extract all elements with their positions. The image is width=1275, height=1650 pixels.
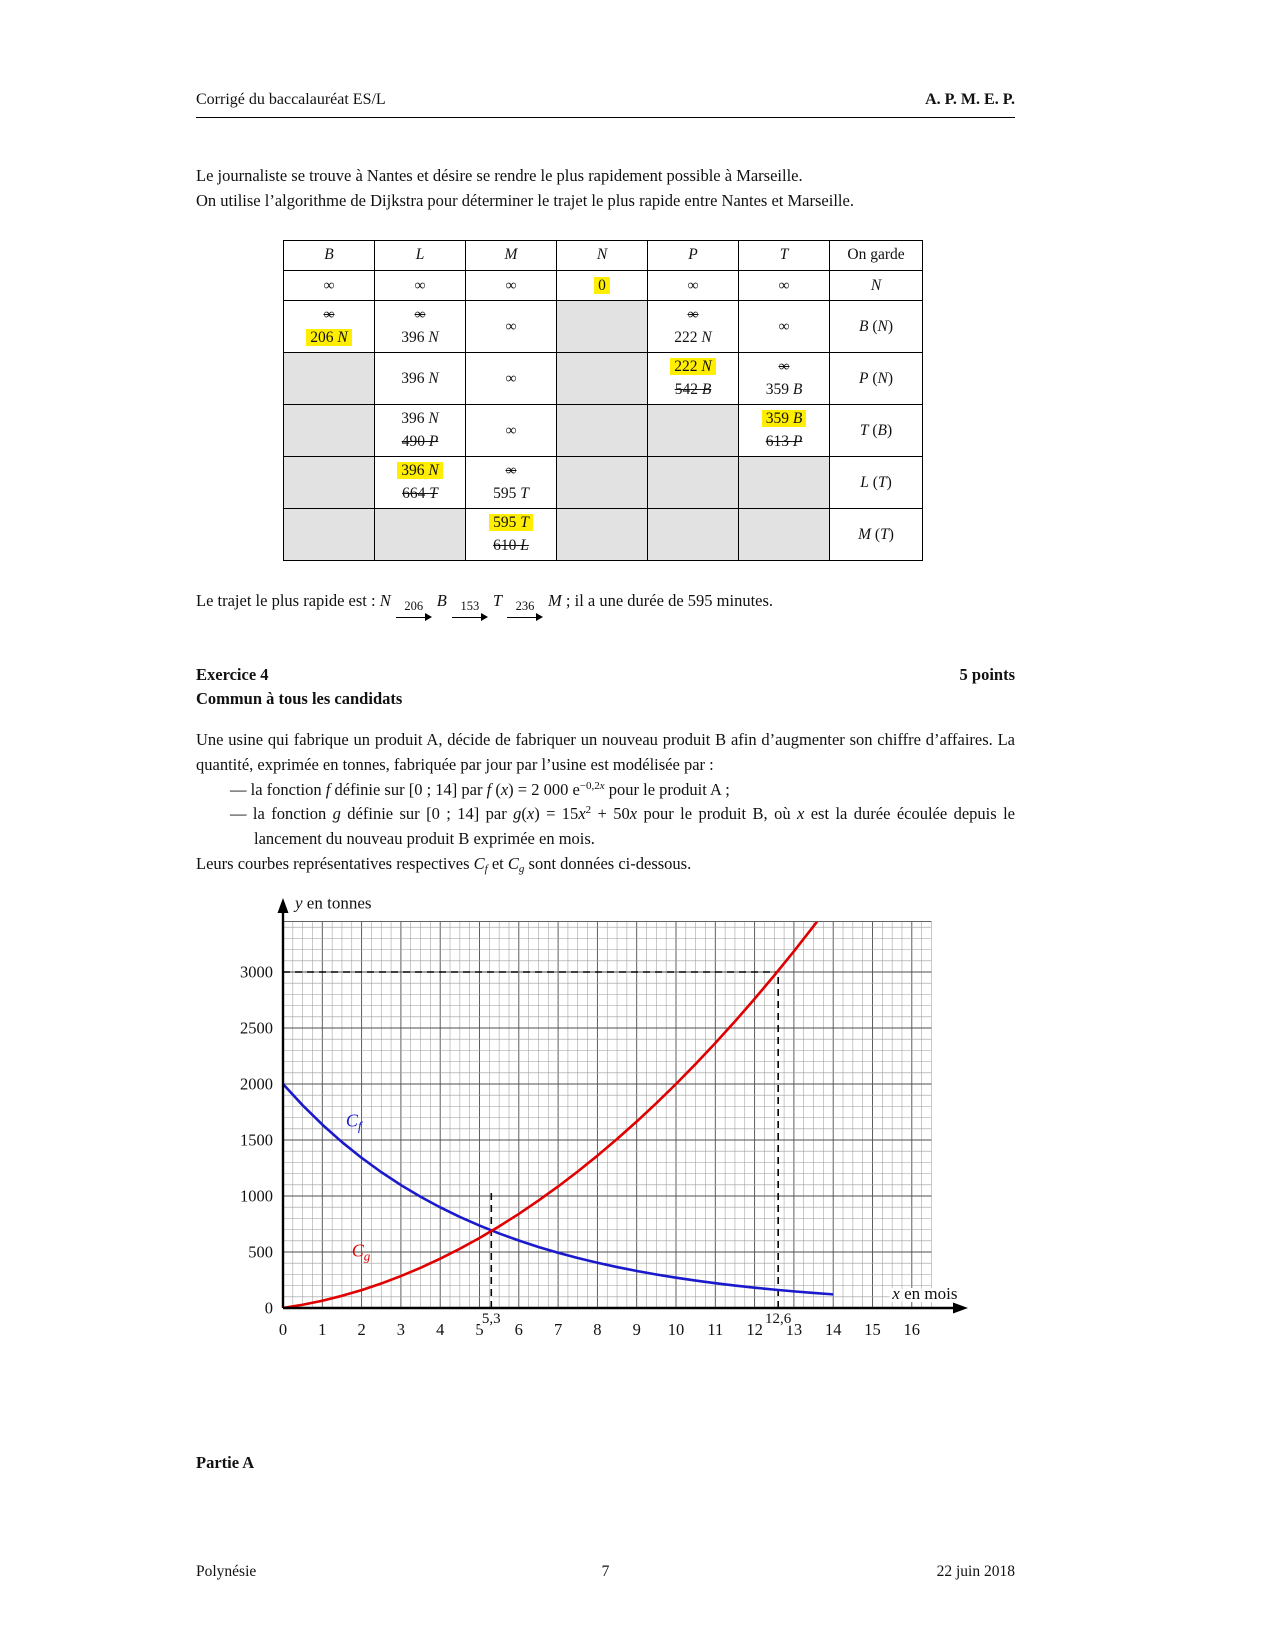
- dijkstra-cell: 396 N 664 T: [375, 456, 466, 508]
- dijkstra-cell: [739, 456, 830, 508]
- function-g-item: [196, 802, 1015, 852]
- function-f-item: [196, 778, 1015, 803]
- dijkstra-cell: [284, 404, 375, 456]
- svg-text:Cg: $C_g$: [351, 1240, 371, 1264]
- svg-text:11: 11: [707, 1320, 724, 1340]
- route-node-1: N: [379, 590, 391, 610]
- route-node-4: M: [548, 590, 562, 610]
- svg-text:3: 3: [396, 1320, 406, 1340]
- dijkstra-cell: L (T): [830, 456, 923, 508]
- dijkstra-cell: 396 N 490 P: [375, 404, 466, 456]
- dijkstra-row: [284, 404, 923, 456]
- dijkstra-cell: [284, 456, 375, 508]
- dijkstra-cell: T (B): [830, 404, 923, 456]
- header-title: Corrigé du baccalauréat ES/L: [196, 91, 386, 108]
- route-prefix: Le trajet le plus rapide est :: [196, 590, 380, 610]
- function-g-text: la fonction g définie sur [0 ; 14] par $g(x) = 15x^2 + 50x$ pour le produit B, où x est la durée écoulée depuis le lancement du nouveau produit B exprimée en mois.: [252, 804, 1015, 848]
- svg-text:500: 500: [248, 1242, 273, 1262]
- dijkstra-cell: B (N): [830, 300, 923, 352]
- route-arrow-1: [396, 598, 432, 623]
- dijkstra-col-header: P: [648, 240, 739, 270]
- exercise-4-header: [196, 663, 1015, 688]
- dijkstra-cell: ∞: [466, 270, 557, 300]
- dijkstra-cell: ∞: [284, 270, 375, 300]
- dijkstra-row: [284, 456, 923, 508]
- svg-text:9: 9: [632, 1320, 641, 1340]
- dijkstra-cell: [739, 508, 830, 560]
- route-weight-3: 236: [515, 598, 535, 613]
- svg-text:16: 16: [903, 1320, 921, 1340]
- svg-text:15: 15: [864, 1320, 881, 1340]
- svg-text:12: 12: [746, 1320, 763, 1340]
- dijkstra-cell: [648, 456, 739, 508]
- dash-bullet: —: [230, 804, 247, 824]
- dijkstra-cell: ∞: [648, 270, 739, 300]
- y-axis-arrow-icon: [278, 898, 289, 913]
- svg-text:5: 5: [475, 1320, 484, 1340]
- svg-text:2500: 2500: [240, 1018, 273, 1038]
- svg-text:Cf: $C_f$: [345, 1110, 362, 1134]
- svg-text:1000: 1000: [240, 1186, 273, 1206]
- dijkstra-col-header: B: [284, 240, 375, 270]
- dijkstra-cell: ∞ 222 N: [648, 300, 739, 352]
- svg-text:y en tonnes: y en tonnes: [295, 893, 372, 913]
- partie-a-heading: Partie A: [196, 1453, 255, 1472]
- dijkstra-cell: ∞: [739, 300, 830, 352]
- page-footer: [196, 1560, 1015, 1583]
- dijkstra-cell: ∞ 595 T: [466, 456, 557, 508]
- intro-paragraph: [196, 164, 1015, 214]
- content-column: [196, 0, 1015, 1476]
- arrow-icon: [396, 612, 432, 623]
- dijkstra-cell: ∞: [466, 352, 557, 404]
- dijkstra-cell: [375, 508, 466, 560]
- dijkstra-cell: 396 N: [375, 352, 466, 404]
- route-weight-1: 206: [404, 598, 424, 613]
- svg-text:12,6: 12,6: [765, 1311, 792, 1328]
- footer-region: Polynésie: [196, 1563, 257, 1580]
- dijkstra-cell: [557, 300, 648, 352]
- chart-svg: [223, 893, 975, 1345]
- svg-text:13: 13: [785, 1320, 803, 1340]
- svg-text:8: 8: [593, 1320, 602, 1340]
- route-arrow-3: [507, 598, 543, 623]
- dijkstra-cell: [648, 404, 739, 456]
- dijkstra-cell: 595 T 610 L: [466, 508, 557, 560]
- dijkstra-table-body: [284, 270, 923, 560]
- svg-text:3000: 3000: [240, 962, 273, 982]
- svg-text:x en mois: x en mois: [892, 1284, 958, 1304]
- svg-text:0: 0: [264, 1298, 273, 1318]
- exercise-4-subtitle: Commun à tous les candidats: [196, 689, 403, 709]
- exercise-4-points: 5 points: [959, 664, 1015, 684]
- dijkstra-col-header: L: [375, 240, 466, 270]
- dijkstra-cell: [648, 508, 739, 560]
- fastest-route-line: [196, 589, 1015, 623]
- svg-text:0: 0: [278, 1320, 288, 1340]
- dijkstra-table: [283, 240, 923, 561]
- dijkstra-cell: [284, 508, 375, 560]
- dijkstra-row: [284, 352, 923, 404]
- dijkstra-col-header: N: [557, 240, 648, 270]
- dijkstra-cell: ∞ 396 N: [375, 300, 466, 352]
- page-header: [196, 88, 1015, 118]
- exercise-4-paragraph: Une usine qui fabrique un produit A, décide de fabriquer un nouveau produit B afin d’augmenter son chiffre d’affaires. La quantité, exprimée en tonnes, fabriquée par jour par l’usine est modélisée par :: [196, 730, 1015, 774]
- x-axis-arrow-icon: [953, 1303, 968, 1314]
- intro-line-1: Le journaliste se trouve à Nantes et désire se rendre le plus rapidement possible à Marseille.: [196, 166, 803, 185]
- svg-text:2: 2: [357, 1320, 366, 1340]
- dijkstra-table-head: [284, 240, 923, 270]
- dijkstra-cell: M (T): [830, 508, 923, 560]
- svg-text:4: 4: [436, 1320, 445, 1340]
- route-node-3: T: [492, 590, 503, 610]
- dijkstra-cell: [557, 456, 648, 508]
- dijkstra-cell: ∞ 359 B: [739, 352, 830, 404]
- svg-text:14: 14: [824, 1320, 842, 1340]
- arrow-icon: [452, 612, 488, 623]
- dijkstra-row: [284, 270, 923, 300]
- dijkstra-cell: N: [830, 270, 923, 300]
- dijkstra-col-header: M: [466, 240, 557, 270]
- dijkstra-cell: ∞: [739, 270, 830, 300]
- dijkstra-cell: ∞ 206 N: [284, 300, 375, 352]
- dijkstra-cell: ∞: [466, 300, 557, 352]
- dijkstra-cell: P (N): [830, 352, 923, 404]
- chart-figure: [223, 893, 1015, 1353]
- arrow-icon: [507, 612, 543, 623]
- dijkstra-cell: 359 B 613 P: [739, 404, 830, 456]
- svg-text:1500: 1500: [240, 1130, 273, 1150]
- exercise-4-title: Exercice 4: [196, 664, 269, 684]
- svg-text:7: 7: [553, 1320, 563, 1340]
- dijkstra-cell: ∞: [466, 404, 557, 456]
- footer-page-number: 7: [601, 1563, 610, 1580]
- chart-grid: [283, 922, 931, 1308]
- svg-text:10: 10: [667, 1320, 685, 1340]
- function-f-text: la fonction f définie sur [0 ; 14] par f (x) = 2 000 $e^{-0,2x}$ pour le produit A ;: [250, 779, 730, 799]
- dijkstra-row: [284, 300, 923, 352]
- dijkstra-cell: [557, 404, 648, 456]
- header-org: A. P. M. E. P.: [925, 91, 1015, 108]
- route-node-2: B: [436, 590, 447, 610]
- footer-date: 22 juin 2018: [936, 1563, 1015, 1580]
- dijkstra-cell: 0: [557, 270, 648, 300]
- dijkstra-col-header: T: [739, 240, 830, 270]
- dijkstra-col-header: On garde: [830, 240, 923, 270]
- route-suffix: ; il a une durée de 595 minutes.: [561, 590, 774, 610]
- svg-text:6: 6: [514, 1320, 523, 1340]
- route-weight-2: 153: [460, 598, 480, 613]
- dijkstra-cell: ∞: [375, 270, 466, 300]
- dijkstra-cell: [284, 352, 375, 404]
- svg-text:2000: 2000: [240, 1074, 273, 1094]
- dijkstra-cell: [557, 508, 648, 560]
- dash-bullet: —: [230, 779, 247, 799]
- svg-text:1: 1: [318, 1320, 327, 1340]
- curves-note: Leurs courbes représentatives respectives $C_f$ et $C_g$ sont données ci-dessous.: [196, 853, 692, 875]
- dijkstra-row: [284, 508, 923, 560]
- svg-text:5,3: 5,3: [481, 1311, 501, 1328]
- intro-line-2: On utilise l’algorithme de Dijkstra pour déterminer le trajet le plus rapide entre Nantes et Marseille.: [196, 190, 854, 210]
- dijkstra-cell: 222 N 542 B: [648, 352, 739, 404]
- dijkstra-cell: [557, 352, 648, 404]
- route-arrow-2: [452, 598, 488, 623]
